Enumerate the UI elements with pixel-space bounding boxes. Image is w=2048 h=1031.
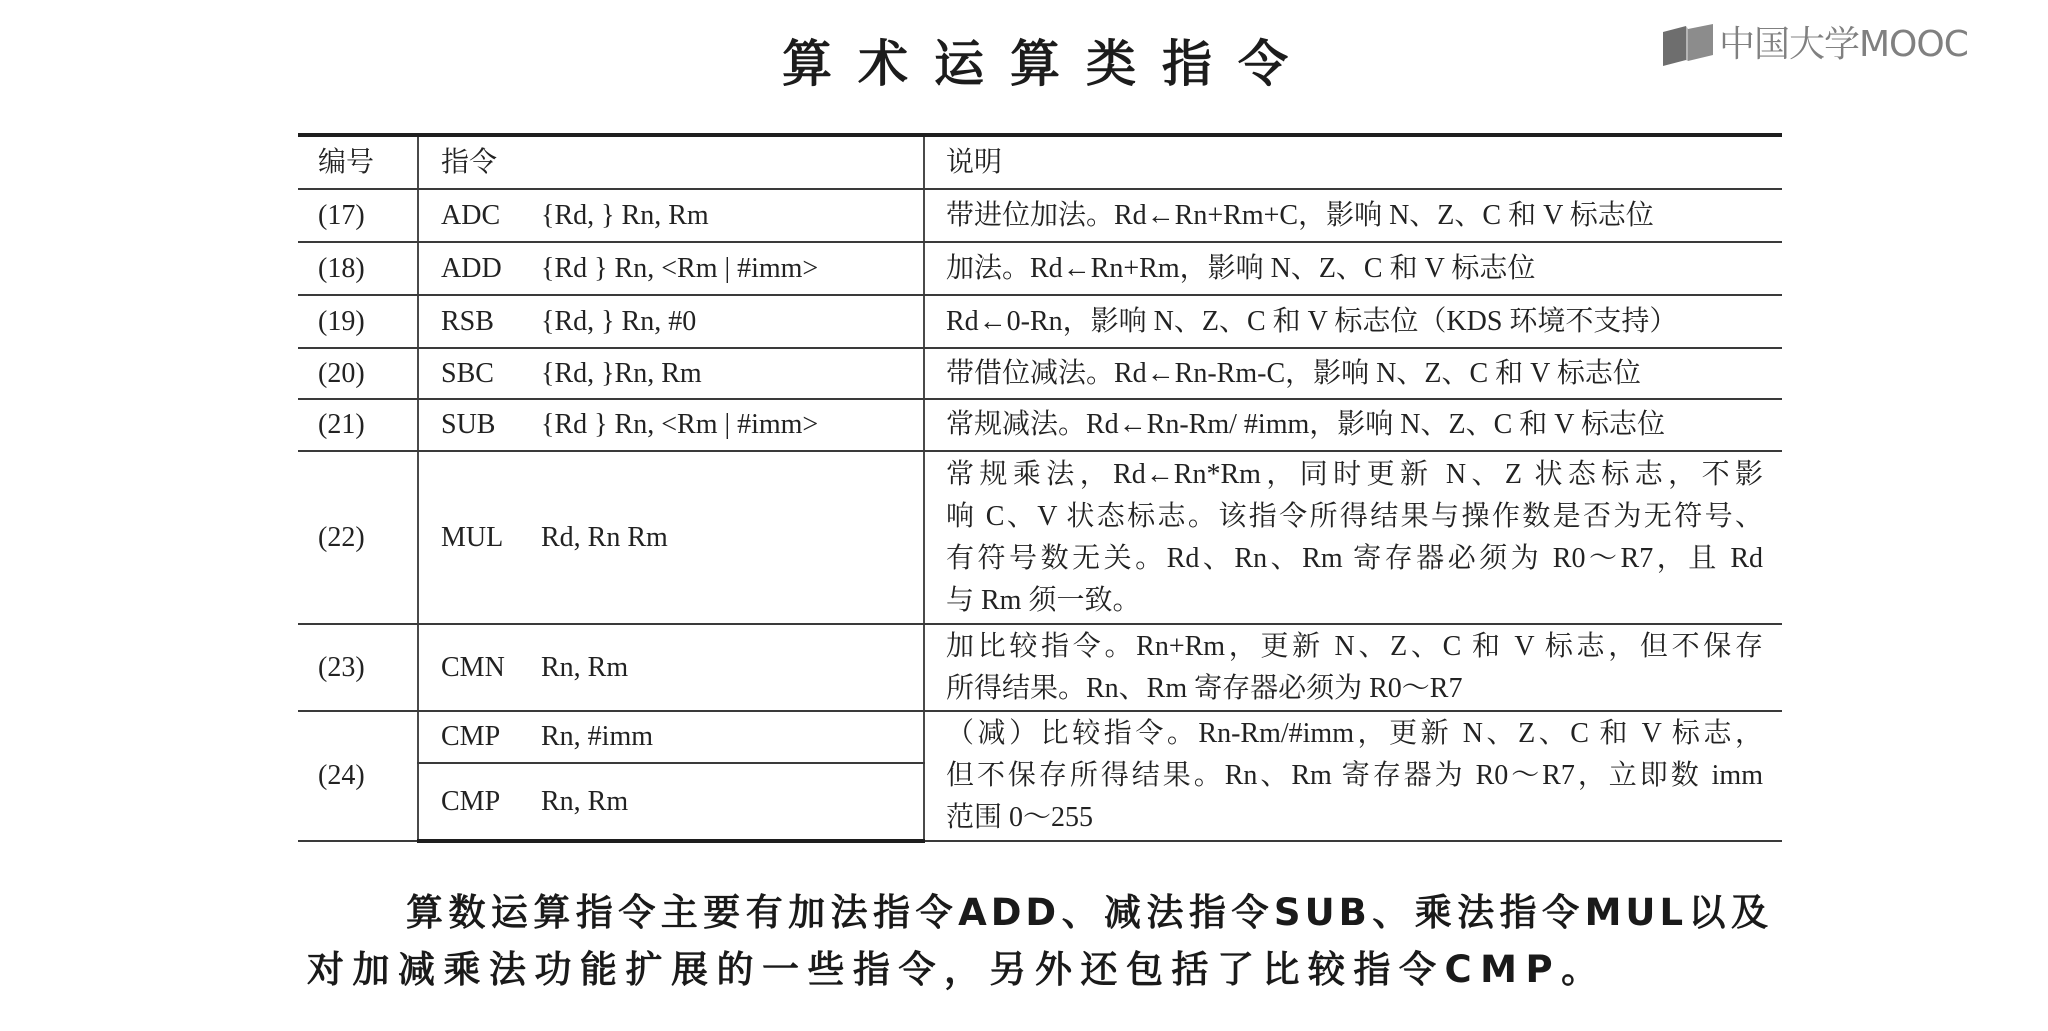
description-line: 常规乘法，Rd←Rn*Rm，同时更新 N、Z 状态标志，不影 <box>946 458 1763 490</box>
table-row <box>298 242 1782 295</box>
instruction-operands: Rn, Rm <box>541 651 629 683</box>
cell-instruction <box>418 399 924 451</box>
instruction-mnemonic: RSB <box>441 305 494 337</box>
cell-instruction <box>418 763 924 841</box>
cell-instruction <box>418 348 924 399</box>
table-header-row <box>298 135 1782 189</box>
instruction-mnemonic: CMP <box>441 785 501 817</box>
header-description: 说明 <box>924 135 1782 189</box>
cell-instruction <box>418 624 924 711</box>
cell-number: (22) <box>298 451 418 624</box>
table-row <box>298 451 1782 624</box>
header-instruction: 指令 <box>418 135 924 189</box>
description-line: 但不保存所得结果。Rn、Rm 寄存器为 R0～R7，立即数 imm <box>946 760 1763 791</box>
cell-description <box>924 711 1782 841</box>
description-line: 响 C、V 状态标志。该指令所得结果与操作数是否为无符号、 <box>946 500 1763 532</box>
description-line: （减）比较指令。Rn-Rm/#imm，更新 N、Z、C 和 V 标志， <box>946 718 1763 749</box>
instruction-operands: Rn, #imm <box>541 721 654 752</box>
instruction-operands: Rd, Rn Rm <box>541 521 668 553</box>
cell-instruction <box>418 189 924 242</box>
cell-number: (19) <box>298 295 418 348</box>
cell-description <box>924 189 1782 242</box>
cell-instruction <box>418 451 924 624</box>
table-row <box>298 399 1782 451</box>
header-number: 编号 <box>298 135 418 189</box>
cell-description <box>924 348 1782 399</box>
cell-number: (17) <box>298 189 418 242</box>
table-row <box>298 189 1782 242</box>
cell-number: (20) <box>298 348 418 399</box>
cell-number: (23) <box>298 624 418 711</box>
instruction-table <box>298 133 1782 843</box>
page-title: 算术运算类指令 <box>782 35 1314 93</box>
paragraph-line: 对加减乘法功能扩展的一些指令，另外还包括了比较指令CMP。 <box>307 948 1607 991</box>
instruction-mnemonic: CMN <box>441 651 505 683</box>
description-line: 加比较指令。Rn+Rm，更新 N、Z、C 和 V 标志，但不保存 <box>946 630 1763 662</box>
instruction-operands: {Rd, } Rn, #0 <box>541 305 697 337</box>
description-line: 有符号数无关。Rd、Rn、Rm 寄存器必须为 R0～R7，且 Rd <box>946 542 1763 574</box>
description-line: 与 Rm 须一致。 <box>946 584 1141 616</box>
cell-description <box>924 624 1782 711</box>
table-row <box>298 711 1782 763</box>
mooc-logo <box>1663 22 1968 68</box>
paragraph-line: 算数运算指令主要有加法指令ADD、减法指令SUB、乘法指令MUL以及 <box>406 891 1772 934</box>
description-line: 加法。Rd←Rn+Rm，影响 N、Z、C 和 V 标志位 <box>946 252 1536 284</box>
cell-instruction <box>418 295 924 348</box>
instruction-mnemonic: MUL <box>441 521 504 553</box>
instruction-operands: {Rd } Rn, <Rm | #imm> <box>541 409 819 440</box>
table-row <box>298 295 1782 348</box>
instruction-mnemonic: SUB <box>441 409 496 440</box>
mooc-logo-icon <box>1663 24 1713 66</box>
instruction-operands: {Rd, } Rn, Rm <box>541 199 709 231</box>
instruction-operands: {Rd } Rn, <Rm | #imm> <box>541 252 819 284</box>
table-row <box>298 624 1782 711</box>
instruction-mnemonic: ADD <box>441 252 502 284</box>
cell-description <box>924 451 1782 624</box>
instruction-mnemonic: CMP <box>441 721 501 752</box>
instruction-mnemonic: SBC <box>441 357 494 389</box>
cell-number: (18) <box>298 242 418 295</box>
cell-description <box>924 242 1782 295</box>
cell-description <box>924 295 1782 348</box>
cell-number: (24) <box>298 711 418 841</box>
table-row <box>298 348 1782 399</box>
description-line: Rd←0-Rn，影响 N、Z、C 和 V 标志位（KDS 环境不支持） <box>946 305 1678 337</box>
description-line: 范围 0～255 <box>946 802 1094 833</box>
cell-instruction <box>418 242 924 295</box>
instruction-operands: {Rd, }Rn, Rm <box>541 357 702 389</box>
description-line: 带进位加法。Rd←Rn+Rm+C，影响 N、Z、C 和 V 标志位 <box>946 199 1654 231</box>
cell-instruction <box>418 711 924 763</box>
description-line: 所得结果。Rn、Rm 寄存器必须为 R0～R7 <box>946 672 1463 704</box>
description-line: 常规减法。Rd←Rn-Rm/ #imm，影响 N、Z、C 和 V 标志位 <box>946 409 1665 440</box>
description-line: 带借位减法。Rd←Rn-Rm-C，影响 N、Z、C 和 V 标志位 <box>946 357 1641 389</box>
cell-number: (21) <box>298 399 418 451</box>
logo-text: 中国大学MOOC <box>1719 24 1968 65</box>
instruction-mnemonic: ADC <box>441 199 501 231</box>
instruction-operands: Rn, Rm <box>541 785 629 817</box>
cell-description <box>924 399 1782 451</box>
summary-paragraph <box>307 884 1772 998</box>
